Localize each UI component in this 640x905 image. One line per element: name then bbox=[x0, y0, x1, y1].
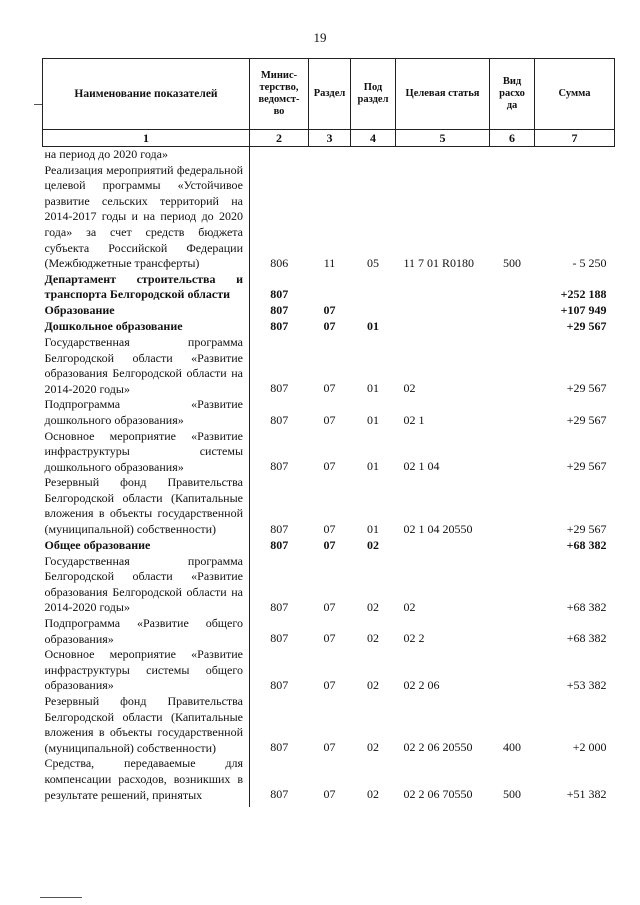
row-expense-cell bbox=[490, 303, 535, 319]
row-name-cell: Средства, передаваемые для компенсации расходов, возникших в результате решений, принятых bbox=[43, 756, 250, 803]
row-name-cell: Основное мероприятие «Развитие инфраструктуры системы дошкольного образования» bbox=[43, 429, 250, 476]
column-number: 4 bbox=[351, 130, 396, 147]
row-section-cell: 07 bbox=[323, 600, 336, 615]
row-target-cell: 02 bbox=[403, 600, 416, 615]
header-sum: Сумма bbox=[535, 59, 615, 130]
budget-table bbox=[42, 58, 615, 807]
table-row bbox=[43, 319, 615, 335]
row-expense-cell: 500 bbox=[503, 787, 521, 802]
tail-cell bbox=[490, 803, 535, 807]
row-section-cell bbox=[309, 272, 351, 303]
row-section-cell: 07 bbox=[323, 787, 336, 802]
row-ministry-cell: 807 bbox=[270, 740, 289, 755]
row-target-cell: 02 2 06 bbox=[403, 678, 440, 692]
header-expense-line: расхо bbox=[499, 88, 525, 99]
row-sum-cell: +2 000 bbox=[572, 740, 607, 755]
table-row bbox=[43, 616, 615, 647]
row-sum-cell: +68 382 bbox=[566, 631, 607, 646]
row-subsection-cell: 02 bbox=[367, 678, 379, 692]
row-name-cell: Резервный фонд Правительства Белгородской области (Капитальные вложения в объекты государственной (муниципальной) собственности) bbox=[43, 475, 250, 537]
table-body bbox=[43, 147, 615, 808]
row-section-cell: 07 bbox=[323, 412, 336, 427]
table-row bbox=[43, 303, 615, 319]
row-section-cell: 07 bbox=[323, 678, 336, 692]
margin-tick bbox=[34, 104, 42, 105]
row-subsection-cell: 01 bbox=[367, 381, 379, 396]
row-subsection-cell: 02 bbox=[367, 740, 379, 755]
row-target-cell: 02 bbox=[403, 381, 416, 396]
row-sum-cell: +29 567 bbox=[566, 381, 607, 396]
row-ministry-cell: 807 bbox=[270, 286, 289, 301]
row-expense-cell bbox=[490, 147, 535, 163]
table-row bbox=[43, 554, 615, 616]
table-row bbox=[43, 397, 615, 428]
row-sum-cell: +68 382 bbox=[566, 600, 607, 615]
header-subsection-line: раздел bbox=[357, 94, 389, 105]
header-ministry-line: во bbox=[273, 106, 285, 117]
column-number: 6 bbox=[490, 130, 535, 147]
row-target-cell: 02 2 06 70550 bbox=[403, 787, 473, 802]
header-target: Целевая статья bbox=[396, 59, 490, 130]
tail-cell bbox=[250, 803, 309, 807]
header-ministry-line: ведомст- bbox=[258, 94, 300, 105]
row-sum-cell: +29 567 bbox=[566, 412, 607, 427]
row-sum-cell: +107 949 bbox=[560, 302, 607, 317]
row-sum-cell: +68 382 bbox=[566, 537, 607, 552]
tail-cell bbox=[535, 803, 615, 807]
header-expense bbox=[490, 59, 535, 130]
row-subsection-cell: 01 bbox=[367, 521, 379, 536]
header-ministry bbox=[250, 59, 309, 130]
row-section-cell: 07 bbox=[323, 302, 336, 317]
row-section-cell: 07 bbox=[323, 459, 336, 474]
row-ministry-cell: 807 bbox=[270, 631, 289, 646]
row-section-cell: 07 bbox=[323, 318, 336, 333]
tail-cell bbox=[351, 803, 396, 807]
row-section-cell: 11 bbox=[323, 255, 336, 270]
column-number: 1 bbox=[43, 130, 250, 147]
table-row bbox=[43, 694, 615, 756]
row-name-cell: Государственная программа Белгородской области «Развитие образования Белгородской области на 2014-2020 годы» bbox=[43, 554, 250, 616]
row-target-cell: 02 2 bbox=[403, 631, 425, 646]
row-target-cell: 02 1 04 20550 bbox=[403, 521, 473, 536]
header-expense-line: да bbox=[506, 100, 518, 111]
table-row bbox=[43, 538, 615, 554]
row-section-cell: 07 bbox=[323, 740, 336, 755]
table-row bbox=[43, 163, 615, 272]
row-name-cell: Реализация мероприятий федеральной целевой программы «Устойчивое развитие сельских территорий на 2014-2017 годы и на период до 2020 года» за счет средств бюджета субъекта Российской Федерации (Межбюджетные трансферты) bbox=[43, 163, 250, 272]
row-target-cell bbox=[396, 319, 490, 335]
row-sum-cell: +29 567 bbox=[566, 318, 607, 333]
row-expense-cell bbox=[490, 397, 535, 428]
row-ministry-cell: 807 bbox=[270, 537, 289, 552]
header-ministry-line: терство, bbox=[259, 82, 299, 93]
row-expense-cell bbox=[490, 647, 535, 694]
page-number: 19 bbox=[313, 30, 327, 45]
row-subsection-cell: 01 bbox=[367, 412, 379, 427]
row-sum-cell: - 5 250 bbox=[572, 255, 607, 270]
row-expense-cell: 400 bbox=[503, 740, 521, 755]
column-number-row bbox=[43, 130, 615, 147]
row-expense-cell bbox=[490, 429, 535, 476]
row-target-cell bbox=[396, 147, 490, 163]
tail-cell bbox=[43, 803, 250, 807]
row-ministry-cell: 807 bbox=[270, 787, 289, 802]
tail-cell bbox=[396, 803, 490, 807]
row-ministry-cell: 807 bbox=[270, 381, 289, 396]
row-subsection-cell bbox=[351, 147, 396, 163]
row-ministry-cell: 807 bbox=[270, 459, 289, 474]
row-name-cell: Государственная программа Белгородской области «Развитие образования Белгородской области на 2014-2020 годы» bbox=[43, 335, 250, 397]
header-subsection bbox=[351, 59, 396, 130]
row-subsection-cell bbox=[351, 303, 396, 319]
row-subsection-cell: 02 bbox=[367, 537, 379, 552]
row-expense-cell bbox=[490, 272, 535, 303]
row-subsection-cell: 01 bbox=[367, 459, 379, 474]
table-row bbox=[43, 756, 615, 803]
column-number: 7 bbox=[535, 130, 615, 147]
header-row bbox=[43, 59, 615, 130]
row-name-cell: Дошкольное образование bbox=[43, 319, 250, 335]
header-name: Наименование показателей bbox=[43, 59, 250, 130]
table-row bbox=[43, 147, 615, 163]
table-row bbox=[43, 475, 615, 537]
row-name-cell: Основное мероприятие «Развитие инфраструктуры системы общего образования» bbox=[43, 647, 250, 694]
table-row bbox=[43, 272, 615, 303]
column-number: 5 bbox=[396, 130, 490, 147]
row-target-cell: 02 2 06 20550 bbox=[403, 740, 473, 755]
row-expense-cell bbox=[490, 616, 535, 647]
row-expense-cell bbox=[490, 538, 535, 554]
column-number: 2 bbox=[250, 130, 309, 147]
row-name-cell: на период до 2020 года» bbox=[43, 147, 250, 163]
row-section-cell: 07 bbox=[323, 537, 336, 552]
row-ministry-cell: 806 bbox=[270, 255, 289, 270]
row-target-cell bbox=[396, 272, 490, 303]
row-name-cell: Подпрограмма «Развитие общего образования» bbox=[43, 616, 250, 647]
table-tail bbox=[43, 803, 615, 807]
row-ministry-cell: 807 bbox=[270, 521, 289, 536]
row-name-cell: Резервный фонд Правительства Белгородской области (Капитальные вложения в объекты государственной (муниципальной) собственности) bbox=[43, 694, 250, 756]
row-section-cell: 07 bbox=[323, 631, 336, 646]
row-subsection-cell: 02 bbox=[367, 631, 379, 646]
row-name-cell: Подпрограмма «Развитие дошкольного образования» bbox=[43, 397, 250, 428]
row-target-cell: 02 1 04 bbox=[403, 459, 440, 474]
row-ministry-cell: 807 bbox=[270, 318, 289, 333]
header-subsection-line: Под bbox=[363, 82, 383, 93]
row-target-cell bbox=[396, 538, 490, 554]
row-expense-cell bbox=[490, 335, 535, 397]
header-expense-line: Вид bbox=[502, 76, 522, 87]
row-name-cell: Общее образование bbox=[43, 538, 250, 554]
column-number: 3 bbox=[309, 130, 351, 147]
row-section-cell: 07 bbox=[323, 521, 336, 536]
row-ministry-cell: 807 bbox=[270, 600, 289, 615]
row-name-cell: Департамент строительства и транспорта Белгородской области bbox=[43, 272, 250, 303]
row-ministry-cell: 807 bbox=[270, 678, 289, 692]
row-target-cell bbox=[396, 303, 490, 319]
row-expense-cell: 500 bbox=[503, 255, 521, 270]
row-sum-cell: +29 567 bbox=[566, 521, 607, 536]
row-ministry-cell bbox=[250, 147, 309, 163]
row-sum-cell: +53 382 bbox=[566, 678, 607, 692]
row-expense-cell bbox=[490, 554, 535, 616]
row-sum-cell: +51 382 bbox=[566, 787, 607, 802]
tail-cell bbox=[309, 803, 351, 807]
row-ministry-cell: 807 bbox=[270, 302, 289, 317]
table-row bbox=[43, 335, 615, 397]
row-sum-cell bbox=[535, 147, 615, 163]
table-row bbox=[43, 647, 615, 694]
row-name-cell: Образование bbox=[43, 303, 250, 319]
row-section-cell bbox=[309, 147, 351, 163]
row-expense-cell bbox=[490, 475, 535, 537]
row-sum-cell: +29 567 bbox=[566, 459, 607, 474]
row-subsection-cell: 01 bbox=[367, 318, 379, 333]
row-target-cell: 11 7 01 R0180 bbox=[403, 255, 475, 270]
header-section: Раздел bbox=[309, 59, 351, 130]
footer-rule bbox=[40, 897, 82, 898]
table-row bbox=[43, 429, 615, 476]
row-subsection-cell: 02 bbox=[367, 600, 379, 615]
row-subsection-cell bbox=[351, 272, 396, 303]
row-sum-cell: +252 188 bbox=[560, 286, 607, 301]
row-ministry-cell: 807 bbox=[270, 412, 289, 427]
row-expense-cell bbox=[490, 319, 535, 335]
row-subsection-cell: 05 bbox=[367, 255, 379, 270]
row-section-cell: 07 bbox=[323, 381, 336, 396]
row-target-cell: 02 1 bbox=[403, 412, 425, 427]
row-subsection-cell: 02 bbox=[367, 787, 379, 802]
header-ministry-line: Минис- bbox=[260, 70, 298, 81]
